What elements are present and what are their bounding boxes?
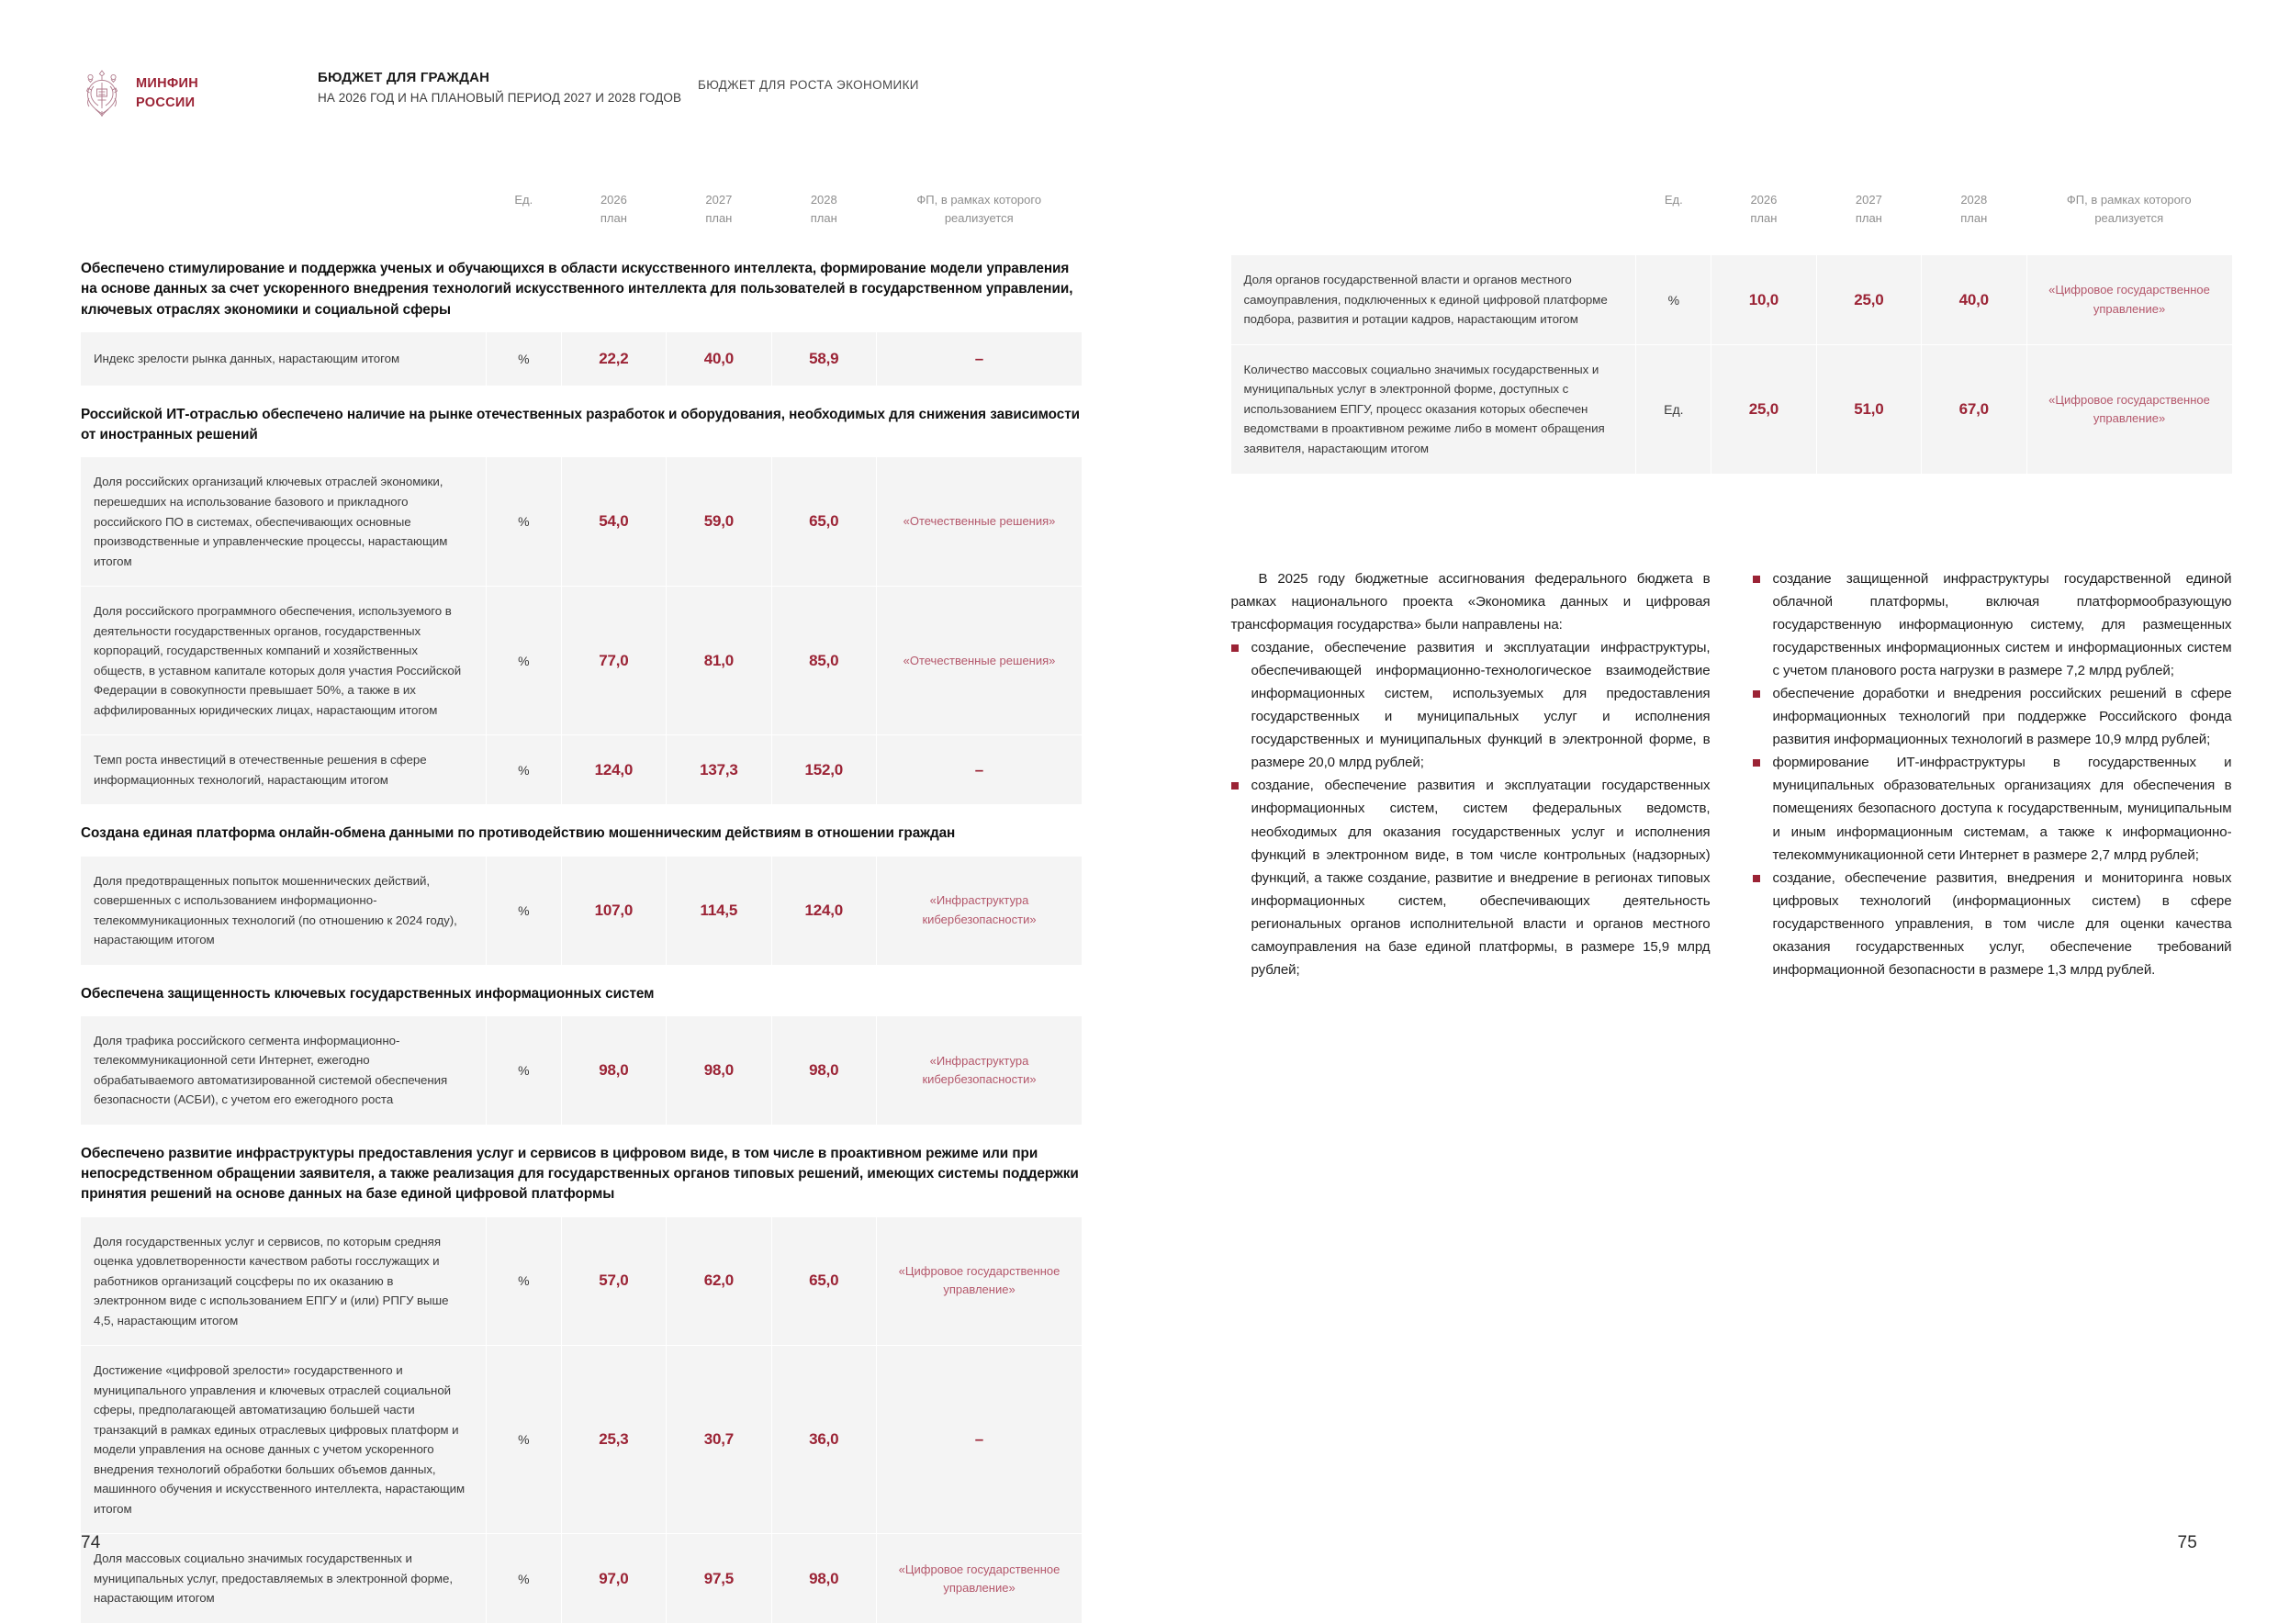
cell-value-2028: 58,9	[771, 332, 876, 386]
th-2028	[771, 191, 876, 255]
cell-federal-project: «Цифровое государственное управление»	[2026, 344, 2231, 474]
cell-federal-project: «Инфраструктура кибербезопасности»	[877, 857, 1082, 966]
th-2027-year: 2027	[705, 193, 732, 207]
th-federal-project-right	[2026, 191, 2231, 255]
th-2028-sub-right: план	[1922, 209, 2026, 228]
cell-value-2027: 51,0	[1816, 344, 1921, 474]
cell-unit: %	[486, 1217, 561, 1346]
document-title: БЮДЖЕТ ДЛЯ ГРАЖДАН	[318, 68, 681, 88]
cell-value-2028: 85,0	[771, 587, 876, 735]
group-heading-row	[81, 805, 1082, 857]
ministry-logo	[81, 68, 301, 119]
th-2026	[561, 191, 666, 255]
th-federal-project	[877, 191, 1082, 255]
cell-unit: %	[486, 1346, 561, 1534]
left-table-body	[81, 255, 1082, 1623]
document-subtitle: НА 2026 ГОД И НА ПЛАНОВЫЙ ПЕРИОД 2027 И 2028 ГОДОВ	[318, 89, 681, 107]
cell-indicator-name: Доля российского программного обеспечения, используемого в деятельности государственных органов, государственных корпораций, государственных компаний и хозяйственных обществ, в уставном капитале которых доля участия Российской Федерации в совокупности превышает 50%, а также в их аффилированных юридических лицах, нарастающим итогом	[81, 587, 486, 735]
list-item: формирование ИТ-инфраструктуры в государственных и муниципальных образовательных организациях для обеспечения в помещениях безопасного доступа к государственным, муниципальным и иным информационным системам, а также к информационно-телекоммуникационной сети Интернет в размере 2,7 млрд рублей;	[1753, 751, 2232, 866]
cell-value-2027: 81,0	[667, 587, 771, 735]
page-number-left: 74	[81, 1533, 101, 1553]
narrative-column-1	[1231, 567, 1711, 981]
cell-indicator-name: Достижение «цифровой зрелости» государственного и муниципального управления и ключевых отраслей социальной сферы, предполагающей автоматизацию большей части транзакций в рамках единых отраслевых цифровых платформ и модели управления на основе данных с учетом ускоренного внедрения технологий обработки больших объемов данных, машинного обучения и искусственного интеллекта, нарастающим итогом	[81, 1346, 486, 1534]
th-indicator	[81, 191, 486, 255]
group-heading-text: Обеспечена защищенность ключевых государственных информационных систем	[81, 965, 1082, 1016]
cell-value-2027: 98,0	[667, 1016, 771, 1126]
table-row	[81, 735, 1082, 805]
cell-unit: %	[486, 587, 561, 735]
russian-coat-of-arms-icon	[81, 68, 123, 119]
ministry-name	[136, 74, 198, 113]
cell-value-2026: 107,0	[561, 857, 666, 966]
left-table-wrapper	[81, 191, 1082, 1624]
cell-value-2028: 124,0	[771, 857, 876, 966]
indicators-table-right	[1231, 191, 2232, 475]
table-row	[1231, 344, 2232, 474]
cell-indicator-name: Доля трафика российского сегмента информационно-телекоммуникационной сети Интернет, ежегодно обрабатываемого автоматизированной системой обеспечения безопасности (АСБИ), с учетом его ежегодного роста	[81, 1016, 486, 1126]
indicators-table-left	[81, 191, 1082, 1624]
cell-indicator-name: Индекс зрелости рынка данных, нарастающим итогом	[81, 332, 486, 386]
th-2028-sub: план	[771, 209, 876, 228]
group-heading-row	[81, 965, 1082, 1016]
cell-unit: %	[486, 1534, 561, 1624]
cell-value-2028: 98,0	[771, 1534, 876, 1624]
th-2027-sub: план	[667, 209, 771, 228]
cell-federal-project: «Инфраструктура кибербезопасности»	[877, 1016, 1082, 1126]
cell-value-2027: 30,7	[667, 1346, 771, 1534]
cell-unit: %	[486, 457, 561, 586]
cell-federal-project: «Цифровое государственное управление»	[2026, 255, 2231, 344]
cell-unit: %	[486, 857, 561, 966]
right-table-wrapper	[1231, 191, 2232, 475]
th-2026-sub: план	[561, 209, 666, 228]
cell-indicator-name: Темп роста инвестиций в отечественные решения в сфере информационных технологий, нарастающим итогом	[81, 735, 486, 805]
page-number-right: 75	[2177, 1533, 2197, 1553]
cell-indicator-name: Доля российских организаций ключевых отраслей экономики, перешедших на использование базового и прикладного российского ПО в системах, обеспечивающих основные производственные и управленческие процессы, нарастающим итогом	[81, 457, 486, 586]
cell-value-2028: 36,0	[771, 1346, 876, 1534]
th-2026-year-right: 2026	[1750, 193, 1777, 207]
th-2028-right	[1922, 191, 2026, 255]
cell-federal-project: «Отечественные решения»	[877, 587, 1082, 735]
narrative-columns	[1231, 567, 2232, 981]
th-fp-line1: ФП, в рамках которого	[916, 193, 1041, 207]
list-item: создание, обеспечение развития, внедрения и мониторинга новых цифровых технологий (информационных систем) в сфере государственного управления, в том числе для оценки качества оказания государственных услуг, обеспечение требований информационной безопасности в размере 1,3 млрд рублей.	[1753, 867, 2232, 981]
table-row	[81, 857, 1082, 966]
cell-value-2026: 25,0	[1711, 344, 1816, 474]
table-row	[81, 332, 1082, 386]
cell-value-2027: 59,0	[667, 457, 771, 586]
group-heading-row	[81, 255, 1082, 332]
list-item: создание, обеспечение развития и эксплуатации инфраструктуры, обеспечивающей информационно-технологическое взаимодействие информационных систем, используемых для предоставления государственных и муниципальных услуг и исполнения государственных и муниципальных функций в электронной форме, в размере 20,0 млрд рублей;	[1231, 636, 1711, 774]
cell-value-2028: 65,0	[771, 457, 876, 586]
table-header-row-right	[1231, 191, 2232, 255]
list-item: обеспечение доработки и внедрения российских решений в сфере информационных технологий при поддержке Российского фонда развития информационных технологий в размере 10,9 млрд рублей;	[1753, 682, 2232, 751]
th-2028-year-right: 2028	[1960, 193, 1987, 207]
cell-indicator-name: Доля органов государственной власти и органов местного самоуправления, подключенных к единой цифровой платформе подбора, развития и ротации кадров, нарастающим итогом	[1231, 255, 1636, 344]
cell-unit: %	[486, 735, 561, 805]
table-row	[81, 1346, 1082, 1534]
intro-paragraph: В 2025 году бюджетные ассигнования федерального бюджета в рамках национального проекта «Экономика данных и цифровая трансформация государства» были направлены на:	[1231, 567, 1711, 636]
list-item: создание защищенной инфраструктуры государственной единой облачной платформы, включая платформообразующую государственную информационную систему, для размещенных государственных информационных систем и информационных систем с учетом планового роста нагрузки в размере 7,2 млрд рублей;	[1753, 567, 2232, 682]
cell-federal-project: «Цифровое государственное управление»	[877, 1217, 1082, 1346]
list-item: создание, обеспечение развития и эксплуатации государственных информационных систем, систем федеральных ведомств, необходимых для оказания государственных услуг и исполнения функций в электронном виде, в том числе контрольных (надзорных) функций, а также создание, развитие и внедрение в регионах типовых информационных систем, обеспечивающих деятельность региональных органов исполнительной власти и органов местного самоуправления на базе единой платформы, в размере 15,9 млрд рублей;	[1231, 774, 1711, 980]
th-fp-line1-right: ФП, в рамках которого	[2067, 193, 2192, 207]
table-row	[1231, 255, 2232, 344]
cell-value-2027: 137,3	[667, 735, 771, 805]
bullet-list-2	[1753, 567, 2232, 981]
cell-unit: %	[486, 332, 561, 386]
group-heading-text: Создана единая платформа онлайн-обмена данными по противодействию мошенническим действиям в отношении граждан	[81, 805, 1082, 857]
cell-value-2028: 98,0	[771, 1016, 876, 1126]
ministry-line1: МИНФИН	[136, 74, 198, 94]
cell-value-2028: 67,0	[1922, 344, 2026, 474]
cell-value-2026: 98,0	[561, 1016, 666, 1126]
th-2026-right	[1711, 191, 1816, 255]
page-right	[1139, 0, 2278, 1610]
ministry-line2: РОССИИ	[136, 94, 198, 113]
cell-value-2028: 152,0	[771, 735, 876, 805]
cell-value-2026: 57,0	[561, 1217, 666, 1346]
cell-value-2026: 25,3	[561, 1346, 666, 1534]
cell-value-2027: 40,0	[667, 332, 771, 386]
cell-value-2028: 65,0	[771, 1217, 876, 1346]
document-title-block	[318, 68, 681, 107]
cell-indicator-name: Доля массовых социально значимых государственных и муниципальных услуг, предоставляемых в электронной форме, нарастающим итогом	[81, 1534, 486, 1624]
th-2027-year-right: 2027	[1856, 193, 1882, 207]
cell-value-2026: 22,2	[561, 332, 666, 386]
cell-value-2026: 97,0	[561, 1534, 666, 1624]
cell-value-2026: 77,0	[561, 587, 666, 735]
th-fp-line2-right: реализуется	[2026, 209, 2231, 228]
masthead	[81, 68, 1084, 123]
group-heading-row	[81, 1125, 1082, 1216]
th-fp-line2: реализуется	[877, 209, 1082, 228]
cell-indicator-name: Количество массовых социально значимых государственных и муниципальных услуг в электронной форме, доступных с использованием ЕПГУ, процесс оказания которых обеспечен ведомствами в проактивном режиме либо в момент обращения заявителя, нарастающим итогом	[1231, 344, 1636, 474]
th-2027	[667, 191, 771, 255]
cell-value-2027: 114,5	[667, 857, 771, 966]
cell-indicator-name: Доля предотвращенных попыток мошеннических действий, совершенных с использованием информационно-телекоммуникационных технологий (по отношению к 2024 году), нарастающим итогом	[81, 857, 486, 966]
th-unit: Ед.	[486, 191, 561, 255]
th-unit-right: Ед.	[1636, 191, 1711, 255]
cell-value-2026: 124,0	[561, 735, 666, 805]
cell-unit: Ед.	[1636, 344, 1711, 474]
cell-value-2026: 10,0	[1711, 255, 1816, 344]
cell-unit: %	[1636, 255, 1711, 344]
group-heading-text: Российской ИТ-отраслью обеспечено наличие на рынке отечественных разработок и оборудования, необходимых для снижения зависимости от иностранных решений	[81, 386, 1082, 458]
narrative-section	[1231, 532, 2232, 981]
cell-federal-project: –	[877, 332, 1082, 386]
table-header-row	[81, 191, 1082, 255]
cell-federal-project: –	[877, 1346, 1082, 1534]
narrative-column-2	[1753, 567, 2232, 981]
th-2026-sub-right: план	[1711, 209, 1816, 228]
th-2027-right	[1816, 191, 1921, 255]
section-tag: БЮДЖЕТ ДЛЯ РОСТА ЭКОНОМИКИ	[698, 78, 919, 92]
group-heading-row	[81, 386, 1082, 458]
table-row	[81, 1016, 1082, 1126]
bullet-list-1	[1231, 636, 1711, 981]
group-heading-text: Обеспечено стимулирование и поддержка ученых и обучающихся в области искусственного интеллекта, формирование модели управления на основе данных за счет ускоренного внедрения технологий искусственного интеллекта для пользователей в государственном управлении, ключевых отраслях экономики и социальной сферы	[81, 255, 1082, 332]
cell-federal-project: –	[877, 735, 1082, 805]
th-2028-year: 2028	[811, 193, 837, 207]
cell-federal-project: «Цифровое государственное управление»	[877, 1534, 1082, 1624]
cell-indicator-name: Доля государственных услуг и сервисов, по которым средняя оценка удовлетворенности качеством работы госслужащих и работников организаций соцсферы по их оказанию в электронном виде с использованием ЕПГУ и (или) РПГУ выше 4,5, нарастающим итогом	[81, 1217, 486, 1346]
th-indicator-right	[1231, 191, 1636, 255]
cell-federal-project: «Отечественные решения»	[877, 457, 1082, 586]
page-left	[0, 0, 1139, 1610]
cell-value-2028: 40,0	[1922, 255, 2026, 344]
right-table-body	[1231, 255, 2232, 474]
cell-value-2026: 54,0	[561, 457, 666, 586]
table-row	[81, 457, 1082, 586]
cell-value-2027: 97,5	[667, 1534, 771, 1624]
cell-value-2027: 25,0	[1816, 255, 1921, 344]
table-row	[81, 1217, 1082, 1346]
cell-value-2027: 62,0	[667, 1217, 771, 1346]
table-row	[81, 587, 1082, 735]
group-heading-text: Обеспечено развитие инфраструктуры предоставления услуг и сервисов в цифровом виде, в том числе в проактивном режиме или при непосредственном обращении заявителя, а также реализация для государственных органов типовых решений, имеющих системы поддержки принятия решений на основе данных на базе единой цифровой платформы	[81, 1125, 1082, 1216]
th-2027-sub-right: план	[1816, 209, 1921, 228]
th-2026-year: 2026	[600, 193, 627, 207]
cell-unit: %	[486, 1016, 561, 1126]
